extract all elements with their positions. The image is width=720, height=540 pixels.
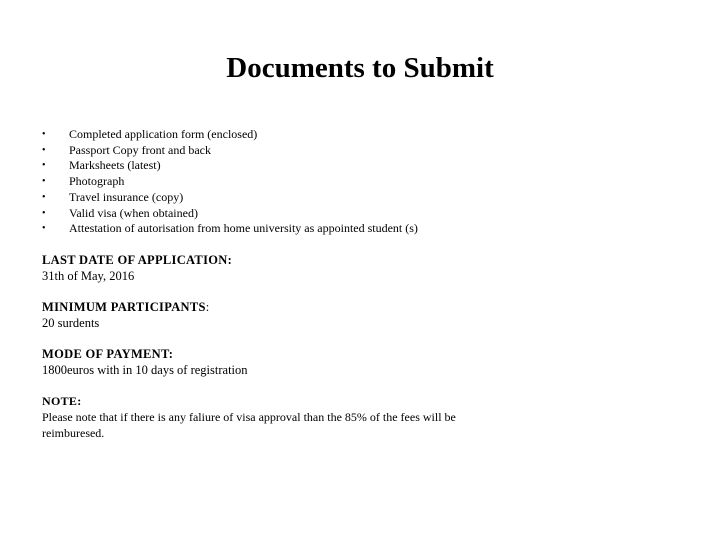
- deadline-value: 31th of May, 2016: [42, 269, 135, 283]
- list-item-text: Completed application form (enclosed): [69, 127, 258, 141]
- note-text: Please note that if there is any faliure of visa approval than the 85% of the fees will be reimburesed.: [42, 410, 456, 440]
- payment-mode-section: [42, 346, 248, 378]
- list-item: [42, 190, 418, 206]
- list-item-text: Marksheets (latest): [69, 158, 161, 173]
- minimum-participants-section: [42, 299, 209, 331]
- participants-heading: MINIMUM PARTICIPANTS: [42, 300, 206, 314]
- bullet-icon: •: [42, 144, 46, 156]
- bullet-icon: •: [42, 191, 46, 203]
- bullet-icon: •: [42, 160, 46, 172]
- list-item-text: Photograph: [69, 174, 125, 189]
- documents-checklist: [42, 127, 418, 237]
- bullet-icon: •: [42, 207, 46, 219]
- list-item-text: Attestation of autorisation from home university as appointed student (s): [69, 221, 418, 236]
- list-item: [42, 221, 418, 237]
- list-item-text: Valid visa (when obtained): [69, 205, 198, 220]
- participants-value: 20 surdents: [42, 316, 100, 330]
- bullet-icon: •: [42, 129, 46, 140]
- list-item: [42, 143, 418, 159]
- bullet-icon: •: [42, 223, 46, 235]
- application-deadline-section: [42, 252, 232, 284]
- note-heading: NOTE:: [42, 394, 82, 408]
- payment-heading: MODE OF PAYMENT:: [42, 347, 174, 361]
- list-item: [42, 174, 418, 190]
- bullet-icon: •: [42, 176, 46, 188]
- participants-heading-colon: :: [205, 300, 210, 314]
- list-item: [42, 127, 418, 143]
- list-item: [42, 158, 418, 174]
- list-item-text: Passport Copy front and back: [69, 142, 211, 157]
- list-item: [42, 206, 418, 222]
- list-item-text: Travel insurance (copy): [69, 189, 184, 204]
- deadline-heading: LAST DATE OF APPLICATION:: [42, 253, 233, 267]
- note-section: [42, 393, 482, 441]
- page-title: Documents to Submit: [226, 52, 494, 84]
- payment-value: 1800euros with in 10 days of registration: [42, 363, 248, 377]
